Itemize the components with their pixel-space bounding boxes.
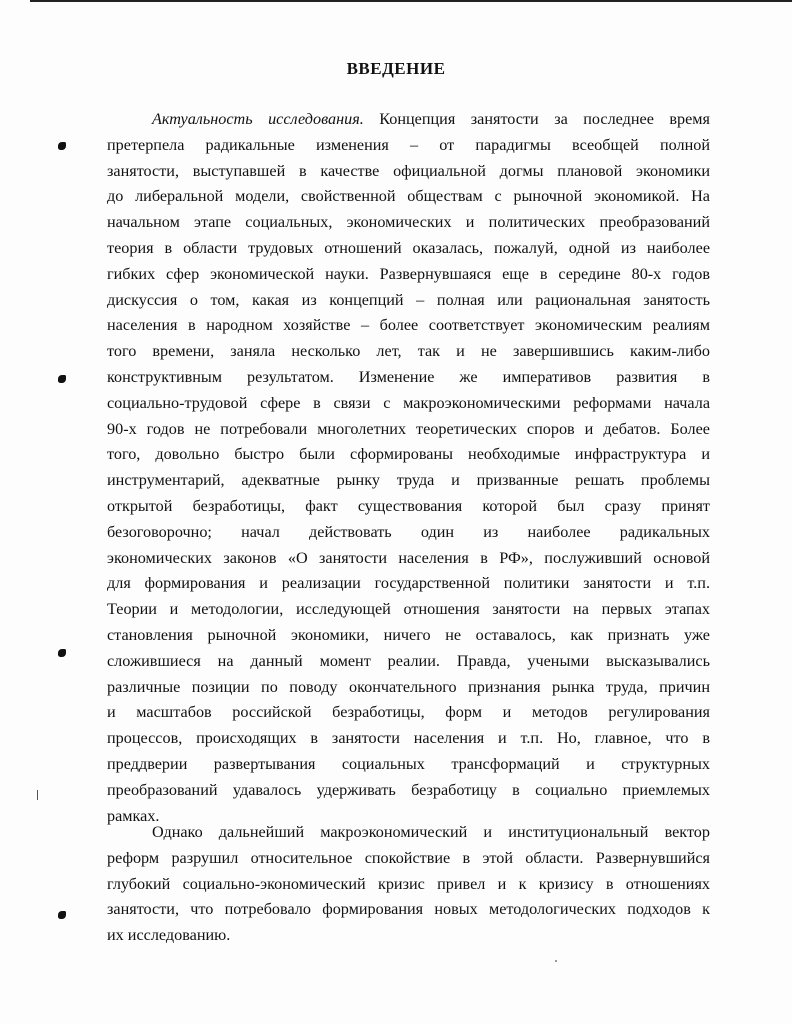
text-line: населения в народном хозяйстве – более соответствует экономическим реалиям xyxy=(107,316,710,335)
text-line: их исследованию. xyxy=(107,926,231,945)
text-line: претерпела радикальные изменения – от парадигмы всеобщей полной xyxy=(107,135,710,154)
text-line: теория в области трудовых отношений оказалась, пожалуй, одной из наиболее xyxy=(107,238,710,257)
text-line: открытой безработицы, факт существования которой был сразу принят xyxy=(107,496,710,515)
text-line: становления рыночной экономики, ничего не оставалось, как признать уже xyxy=(107,625,710,644)
scan-artifact-line xyxy=(37,790,38,800)
text-line: начальном этапе социальных, экономических и политических преобразований xyxy=(107,213,710,232)
binding-hole-mark xyxy=(58,142,66,150)
text-line: Однако дальнейший макроэкономический и институциональный вектор xyxy=(152,823,710,841)
paragraph-relevance xyxy=(107,107,710,829)
text-line: для формирования и реализации государственной политики занятости и т.п. xyxy=(107,574,710,593)
scan-artifact-dot xyxy=(555,960,557,962)
text-line: занятости, что потребовало формирования новых методологических подходов к xyxy=(107,900,710,919)
text-line xyxy=(107,107,710,133)
text-line: занятости, выступавшей в качестве официальной догмы плановой экономики xyxy=(107,161,710,180)
text-line: глубокий социально-экономический кризис привел и к кризису в отношениях xyxy=(107,874,710,893)
text-line: преобразований удавалось удерживать безработицу в социально приемлемых xyxy=(107,780,710,799)
text-line: экономических законов «О занятости населения в РФ», послуживший основой xyxy=(107,548,710,567)
text-line: реформ разрушил относительное спокойствие в этой области. Развернувшийся xyxy=(107,848,710,867)
text-line: безоговорочно; начал действовать один из наиболее радикальных xyxy=(107,522,710,541)
text-line: того, довольно быстро были сформированы необходимые инфраструктура и xyxy=(107,445,710,464)
text-line: процессов, происходящих в занятости населения и т.п. Но, главное, что в xyxy=(107,729,710,748)
text-line-rest: Концепция занятости за последнее время xyxy=(363,110,710,128)
text-line: рамках. xyxy=(107,806,160,825)
text-line: преддверии развертывания социальных трансформаций и структурных xyxy=(107,754,710,773)
text-line: до либеральной модели, свойственной обществам с рыночной экономикой. На xyxy=(107,187,710,206)
text-line: и масштабов российской безработицы, форм и методов регулирования xyxy=(107,703,710,722)
top-border-line xyxy=(30,0,792,2)
text-line: дискуссия о том, какая из концепций – полная или рациональная занятость xyxy=(107,290,710,309)
page-title: ВВЕДЕНИЕ xyxy=(346,59,446,78)
relevance-lead: Актуальность исследования. xyxy=(152,110,364,128)
paragraph-however xyxy=(107,820,710,949)
text-line: сложившиеся на данный момент реалии. Правда, учеными высказывались xyxy=(107,651,710,670)
text-line: конструктивным результатом. Изменение же императивов развития в xyxy=(107,367,710,386)
binding-hole-mark xyxy=(58,375,66,383)
text-line: социально-трудовой сфере в связи с макроэкономическими реформами начала xyxy=(107,393,710,412)
text-line: инструментарий, адекватные рынку труда и призванные решать проблемы xyxy=(107,471,710,490)
binding-hole-mark xyxy=(58,911,66,919)
text-line: гибких сфер экономической науки. Развернувшаяся еще в середине 80-х годов xyxy=(107,264,710,283)
text-line: того времени, заняла несколько лет, так и не завершившись каким-либо xyxy=(107,342,710,361)
text-line: 90-х годов не потребовали многолетних теоретических споров и дебатов. Более xyxy=(107,419,710,438)
text-line: Теории и методологии, исследующей отношения занятости на первых этапах xyxy=(107,600,710,619)
binding-hole-mark xyxy=(58,649,66,657)
text-line: различные позиции по поводу окончательного признания рынка труда, причин xyxy=(107,677,710,696)
